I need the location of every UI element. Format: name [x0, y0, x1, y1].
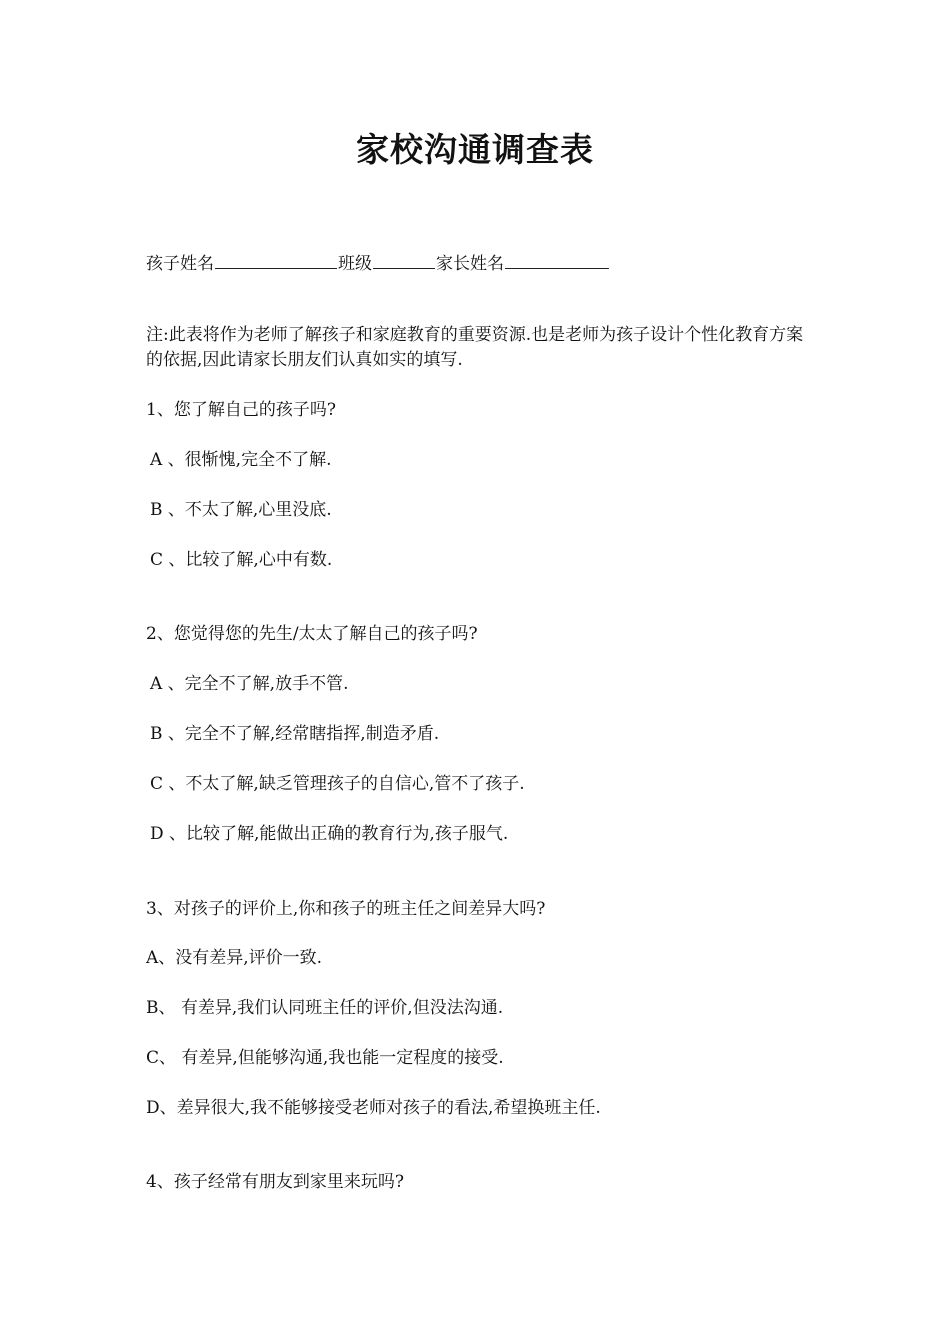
- page-title: 家校沟通调查表: [356, 130, 594, 169]
- option-1-c: C 、比较了解,心中有数.: [150, 550, 333, 570]
- child-name-blank[interactable]: [215, 250, 337, 269]
- question-4: 4、孩子经常有朋友到家里来玩吗?: [146, 1172, 404, 1192]
- child-name-label: 孩子姓名: [146, 254, 214, 274]
- question-2: 2、您觉得您的先生/太太了解自己的孩子吗?: [146, 624, 478, 644]
- option-3-a: A、没有差异,评价一致.: [146, 948, 323, 968]
- parent-name-blank[interactable]: [505, 250, 609, 269]
- option-1-b: B 、不太了解,心里没底.: [150, 500, 332, 520]
- option-2-a: A 、完全不了解,放手不管.: [150, 674, 349, 694]
- option-3-c: C、 有差异,但能够沟通,我也能一定程度的接受.: [146, 1048, 504, 1068]
- option-2-b: B 、完全不了解,经常瞎指挥,制造矛盾.: [150, 724, 440, 744]
- question-1: 1、您了解自己的孩子吗?: [146, 400, 336, 420]
- question-3: 3、对孩子的评价上,你和孩子的班主任之间差异大吗?: [146, 899, 546, 919]
- instruction-note: 注:此表将作为老师了解孩子和家庭教育的重要资源.也是老师为孩子设计个性化教育方案的依据,因此请家长朋友们认真如实的填写.: [146, 325, 804, 370]
- option-1-a: A 、很惭愧,完全不了解.: [150, 450, 332, 470]
- option-3-d: D、差异很大,我不能够接受老师对孩子的看法,希望换班主任.: [146, 1098, 601, 1118]
- option-3-b: B、 有差异,我们认同班主任的评价,但没法沟通.: [146, 998, 504, 1018]
- option-2-c: C 、不太了解,缺乏管理孩子的自信心,管不了孩子.: [150, 774, 525, 794]
- option-2-d: D 、比较了解,能做出正确的教育行为,孩子服气.: [150, 824, 509, 844]
- class-blank[interactable]: [373, 250, 435, 269]
- info-fields-row: [146, 250, 610, 276]
- parent-name-label: 家长姓名: [436, 254, 504, 274]
- class-label: 班级: [338, 254, 372, 274]
